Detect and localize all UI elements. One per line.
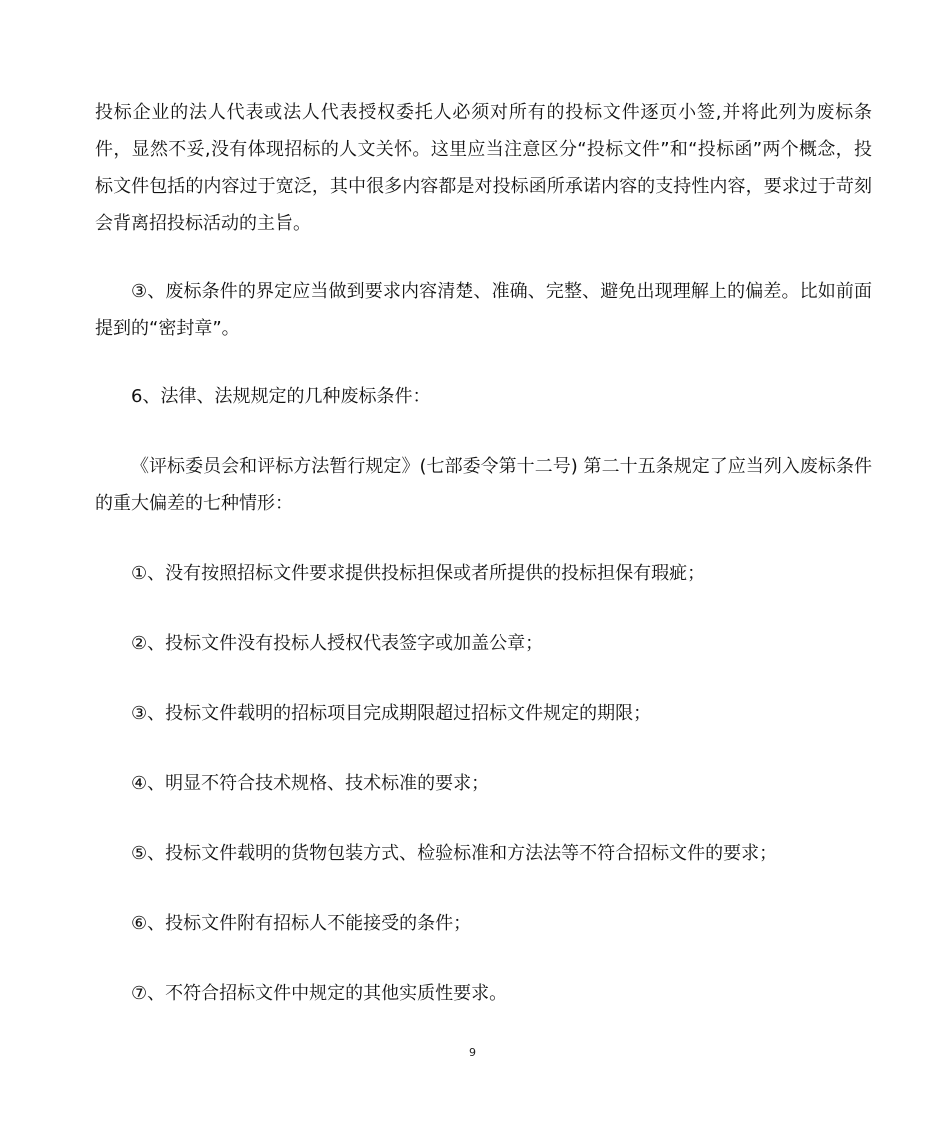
list-item: ③、投标文件载明的招标项目完成期限超过招标文件规定的期限；: [131, 703, 652, 724]
page-body: [95, 94, 872, 1012]
list-item: ②、投标文件没有投标人授权代表签字或加盖公章；: [131, 633, 544, 654]
section-heading-legal-conditions: 6、法律、法规规定的几种废标条件：: [131, 386, 431, 407]
paragraph-regulation-intro: 《评标委员会和评标方法暂行规定》(七部委令第十二号) 第二十五条规定了应当列入废标条件的重大偏差的七种情形：: [95, 456, 872, 514]
deviation-list: [95, 555, 872, 1012]
paragraph-definition-clarity: ③、废标条件的界定应当做到要求内容清楚、准确、完整、避免出现理解上的偏差。比如前面提到的“密封章”。: [95, 281, 872, 339]
list-item: ⑥、投标文件附有招标人不能接受的条件；: [131, 913, 472, 934]
paragraph-signature-requirement: 投标企业的法人代表或法人代表授权委托人必须对所有的投标文件逐页小签,并将此列为废标条件，显然不妥,没有体现招标的人文关怀。这里应当注意区分“投标文件”和“投标函”两个概念，投标文件包括的内容过于宽泛，其中很多内容都是对投标函所承诺内容的支持性内容，要求过于苛刻会背离招投标活动的主旨。: [95, 102, 872, 234]
list-item: ④、明显不符合技术规格、技术标准的要求；: [131, 773, 490, 794]
list-item: ⑤、投标文件载明的货物包装方式、检验标准和方法法等不符合招标文件的要求；: [131, 843, 778, 864]
list-item: ①、没有按照招标文件要求提供投标担保或者所提供的投标担保有瑕疵；: [131, 563, 706, 584]
page-number: 9: [469, 1046, 476, 1059]
list-item: ⑦、不符合招标文件中规定的其他实质性要求。: [131, 983, 508, 1004]
